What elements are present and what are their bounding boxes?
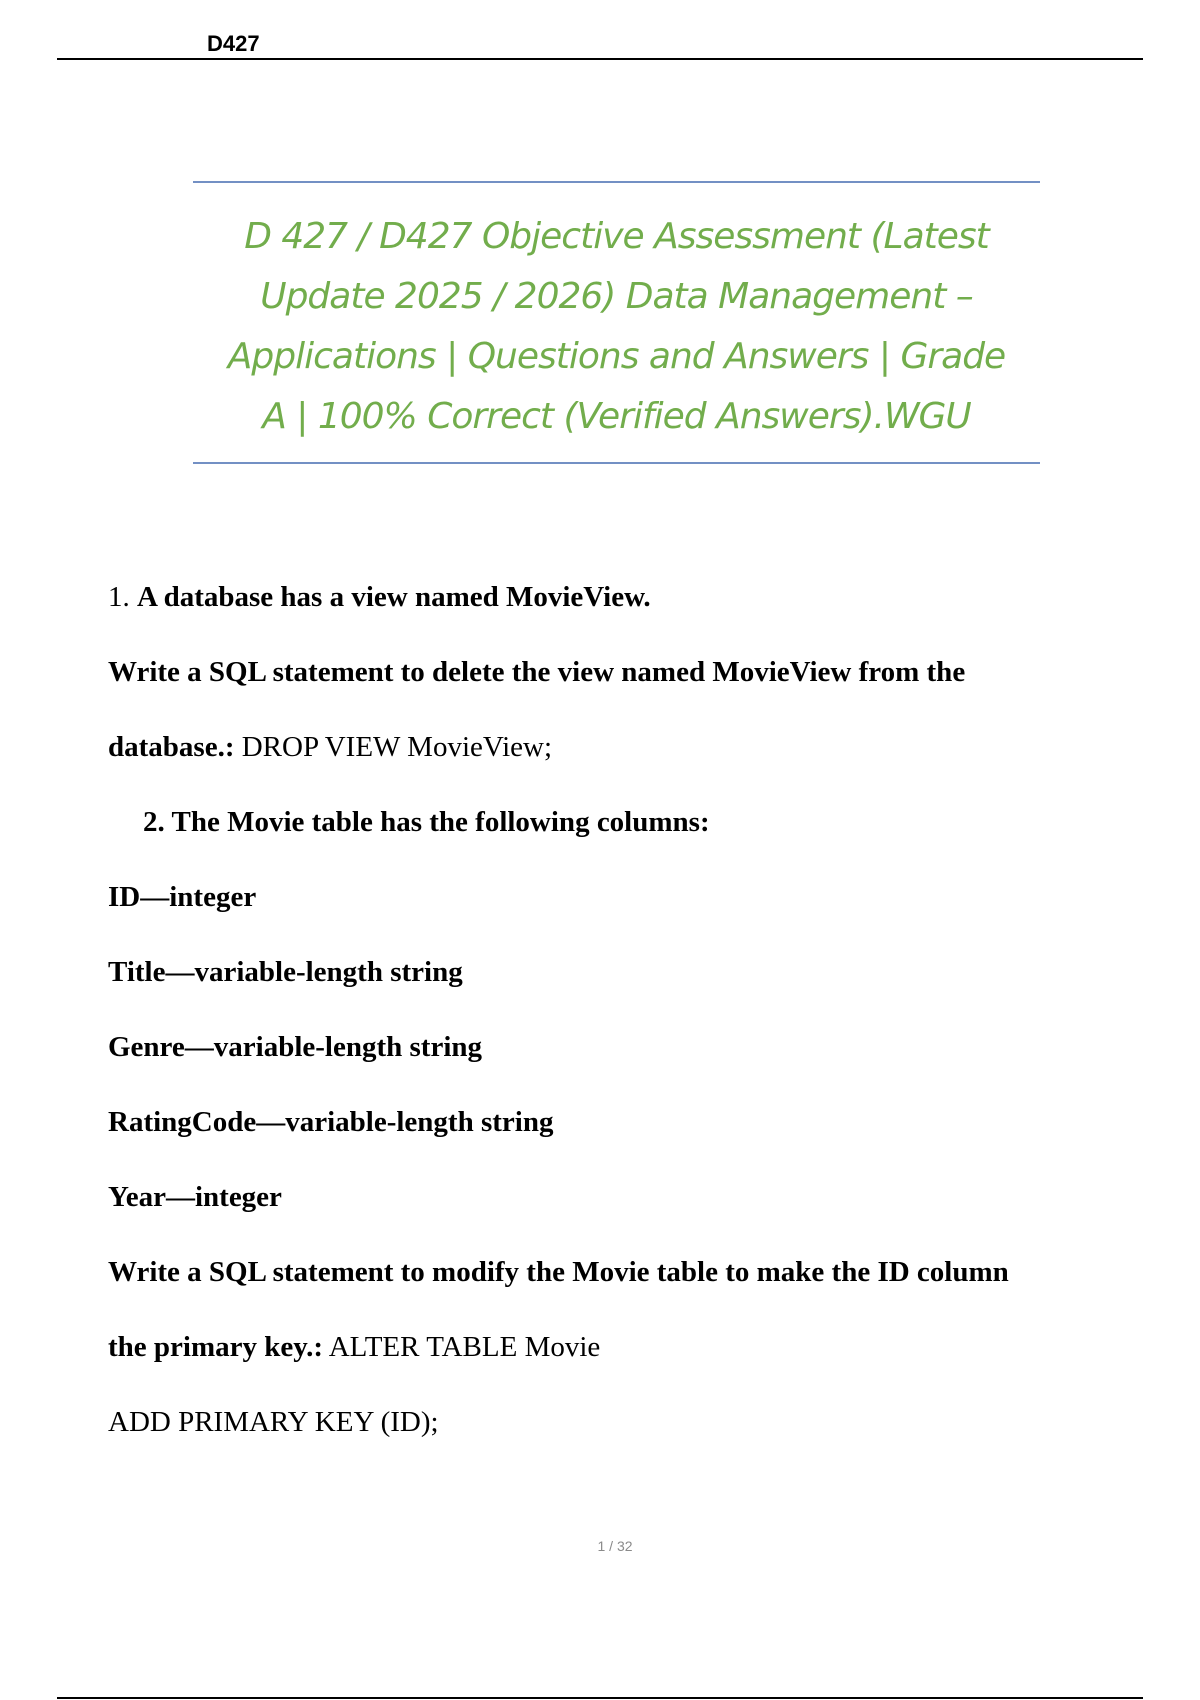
document-body — [108, 560, 1138, 1460]
question-1-instruction: Write a SQL statement to delete the view named MovieView from the — [108, 656, 966, 688]
question-instruction-end: the primary key.: — [108, 1331, 324, 1363]
answer-text: DROP VIEW MovieView; — [241, 731, 552, 763]
question-2-prompt — [108, 785, 1138, 860]
title-line: D 427 / D427 Objective Assessment (Latest — [244, 216, 989, 257]
question-1-answer-line — [108, 710, 1138, 785]
answer-text: ADD PRIMARY KEY (ID); — [108, 1406, 439, 1438]
answer-text: ALTER TABLE Movie — [328, 1331, 601, 1363]
column-item: RatingCode—variable-length string — [108, 1106, 554, 1138]
header-label: D427 — [207, 31, 260, 56]
column-item: Year—integer — [108, 1181, 282, 1213]
column-item: Genre—variable-length string — [108, 1031, 483, 1063]
document-title — [193, 207, 1040, 447]
question-2-answer-line — [108, 1310, 1138, 1385]
column-item: Title—variable-length string — [108, 956, 463, 988]
title-line: A | 100% Correct (Verified Answers).WGU — [262, 396, 971, 437]
question-1-prompt — [108, 560, 1138, 635]
question-text: A database has a view named MovieView. — [137, 581, 651, 613]
document-title-block — [193, 181, 1040, 464]
question-text: The Movie table has the following columns: — [171, 806, 710, 838]
question-number: 2. — [143, 806, 165, 838]
question-2-instruction: Write a SQL statement to modify the Movie table to make the ID column — [108, 1256, 1009, 1288]
title-line: Update 2025 / 2026) Data Management – — [260, 276, 973, 317]
question-number: 1. — [108, 581, 130, 613]
question-instruction-end: database.: — [108, 731, 235, 763]
footer-rule — [57, 1697, 1143, 1699]
title-line: Applications | Questions and Answers | Grade — [227, 336, 1006, 377]
page-number: 1 / 32 — [597, 1538, 633, 1554]
page-header — [57, 30, 1143, 60]
column-item: ID—integer — [108, 881, 257, 913]
